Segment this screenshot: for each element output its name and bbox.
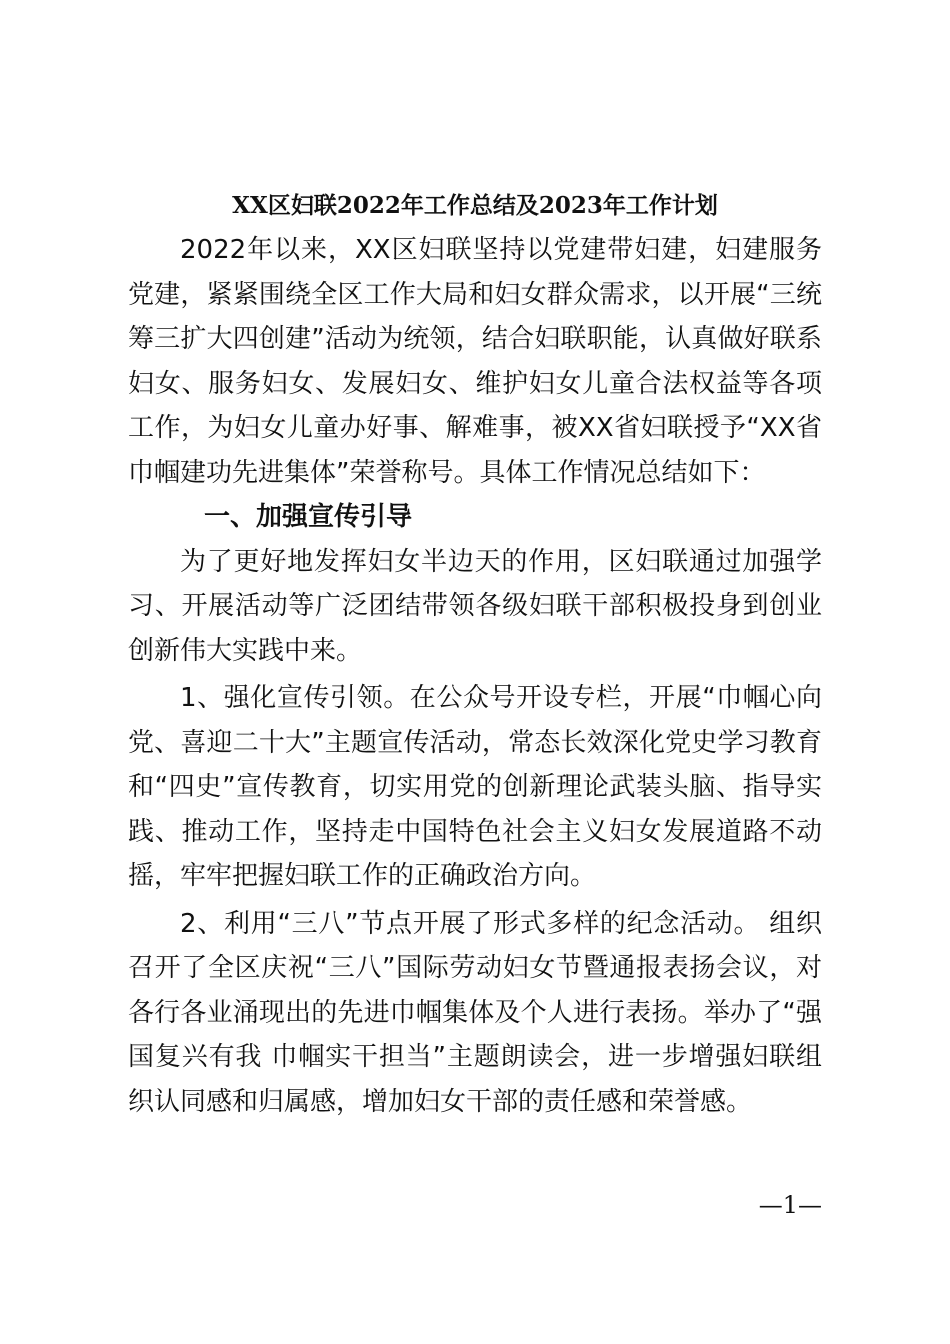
item-paragraph-1: 1、强化宣传引领。在公众号开设专栏，开展“巾帼心向党、喜迎二十大”主题宣传活动，常态长效深化党史学习教育和“四史”宣传教育，切实用党的创新理论武装头脑、指导实践、推动工作，坚持走中国特色社会主义妇女发展道路不动摇，牢牢把握妇联工作的正确政治方向。	[128, 683, 822, 891]
intro-paragraph: 2022年以来，XX区妇联坚持以党建带妇建，妇建服务党建，紧紧围绕全区工作大局和妇女群众需求，以开展“三统筹三扩大四创建”活动为统领，结合妇联职能，认真做好联系妇女、服务妇女、发展妇女、维护妇女儿童合法权益等各项工作，为妇女儿童办好事、解难事，被XX省妇联授予“XX省巾帼建功先进集体”荣誉称号。具体工作情况总结如下：	[128, 235, 822, 488]
item-paragraph-2: 2、利用“三八”节点开展了形式多样的纪念活动。 组织召开了全区庆祝“三八”国际劳动妇女节暨通报表扬会议，对各行各业涌现出的先进巾帼集体及个人进行表扬。举办了“强国复兴有我 巾帼实干担当”主题朗读会，进一步增强妇联组织认同感和归属感，增加妇女干部的责任感和荣誉感。	[128, 908, 822, 1117]
section-heading: 一、加强宣传引导	[204, 502, 413, 532]
page-number: —1—	[758, 1191, 822, 1219]
document-body	[128, 228, 822, 1124]
document-title: XX区妇联2022年工作总结及2023年工作计划	[232, 192, 718, 219]
section-intro-paragraph: 为了更好地发挥妇女半边天的作用，区妇联通过加强学习、开展活动等广泛团结带领各级妇联干部积极投身到创业创新伟大实践中来。	[128, 546, 822, 666]
